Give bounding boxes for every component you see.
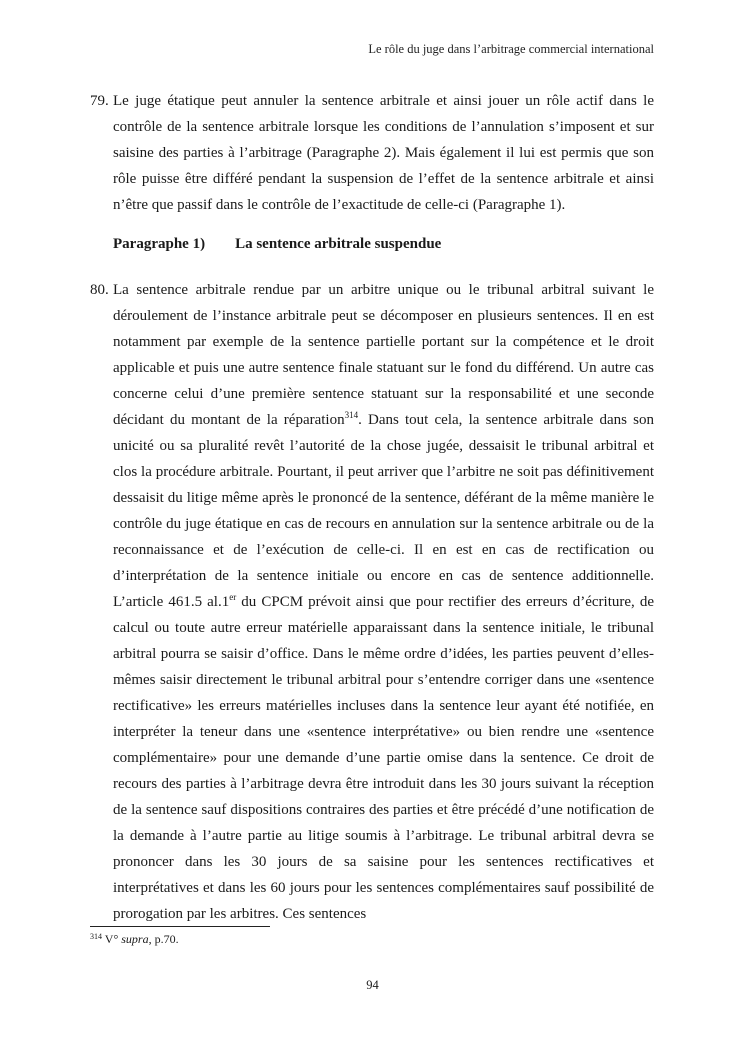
heading-title: La sentence arbitrale suspendue [235, 236, 442, 252]
text-segment: du CPCM prévoit ainsi que pour rectifier des erreurs d’écriture, de calcul ou toute autre erreur matérielle apparaissant dans la sentence initiale, le tribunal arbitral pourra se saisir d’office. Dans le même ordre d’idées, les parties peuvent d’elles-mêmes saisir directement le tribunal arbitral pour s’entendre corriger dans une «sentence rectificative» les erreurs matérielles incluses dans la sentence leur ayant été notifiée, en interpréter la teneur dans une «sentence interprétative» ou bien rendre une «sentence complémentaire» pour une demande d’une partie omise dans la sentence. Ce droit de recours des parties à l’arbitrage devra être introduit dans les 30 jours suivant la réception de la sentence sauf dispositions contraires des parties et être précédé d’une notification de la demande à l’autre partie au litige soumis à l’arbitrage. Le tribunal arbitral devra se prononcer dans les 30 jours de sa saisine pour les sentences rectificatives et interprétatives et dans les 60 jours pour les sentences complémentaires sauf possibilité de prorogation par les arbitres. Ces sentences [113, 594, 654, 922]
superscript: er [229, 592, 237, 602]
text-segment: La sentence arbitrale rendue par un arbitre unique ou le tribunal arbitral suivant le déroulement de l’instance arbitrale peut se décomposer en plusieurs sentences. Il en est notamment par exemple de la sentence partielle portant sur la compétence et le droit applicable et puis une autre sentence finale statuant sur le fond du différend. Un autre cas concerne celui d’une première sentence statuant sur la responsabilité et une seconde décidant du montant de la réparation [113, 282, 654, 428]
paragraph-text [113, 277, 654, 927]
heading-label: Paragraphe 1) [113, 236, 206, 252]
footnote-marker: 314 [90, 932, 102, 941]
paragraph-number: 79. [90, 93, 109, 109]
paragraph-79 [90, 88, 654, 218]
paragraph-text: Le juge étatique peut annuler la sentence arbitrale et ainsi jouer un rôle actif dans le contrôle de la sentence arbitrale lorsque les conditions de l’annulation s’imposent et sur saisine des parties à l’arbitrage (Paragraphe 2). Mais également il lui est permis que son rôle puisse être différé pendant la suspension de l’effet de la sentence arbitrale et ainsi n’être que passif dans le contrôle de l’exactitude de celle-ci (Paragraphe 1). [113, 93, 654, 213]
paragraph-80 [90, 277, 654, 927]
running-header: Le rôle du juge dans l’arbitrage commercial international [368, 42, 654, 56]
footnote-reference[interactable]: 314 [344, 410, 359, 420]
page-number: 94 [366, 978, 379, 992]
section-heading [113, 233, 441, 255]
footnote-suffix: , p.70. [148, 932, 179, 946]
footnote-prefix: V° [104, 932, 119, 946]
footnote-separator [90, 926, 270, 927]
text-segment: . Dans tout cela, la sentence arbitrale dans son unicité ou sa pluralité revêt l’autorité de la chose jugée, dessaisit le tribunal arbitral et clos la procédure arbitrale. Pourtant, il peut arriver que l’arbitre ne soit pas définitivement dessaisit du litige même après le prononcé de la sentence, déférant de la même manière le contrôle du juge étatique en cas de recours en annulation sur la sentence arbitrale ou de la reconnaissance et de l’exécution de celle-ci. Il en est en cas de rectification ou d’interprétation de la sentence initiale ou encore en cas de sentence additionnelle. L’article 461.5 al.1 [113, 412, 655, 610]
footnote-italic: supra [121, 932, 149, 946]
paragraph-number: 80. [90, 282, 109, 298]
footnote [90, 931, 179, 947]
